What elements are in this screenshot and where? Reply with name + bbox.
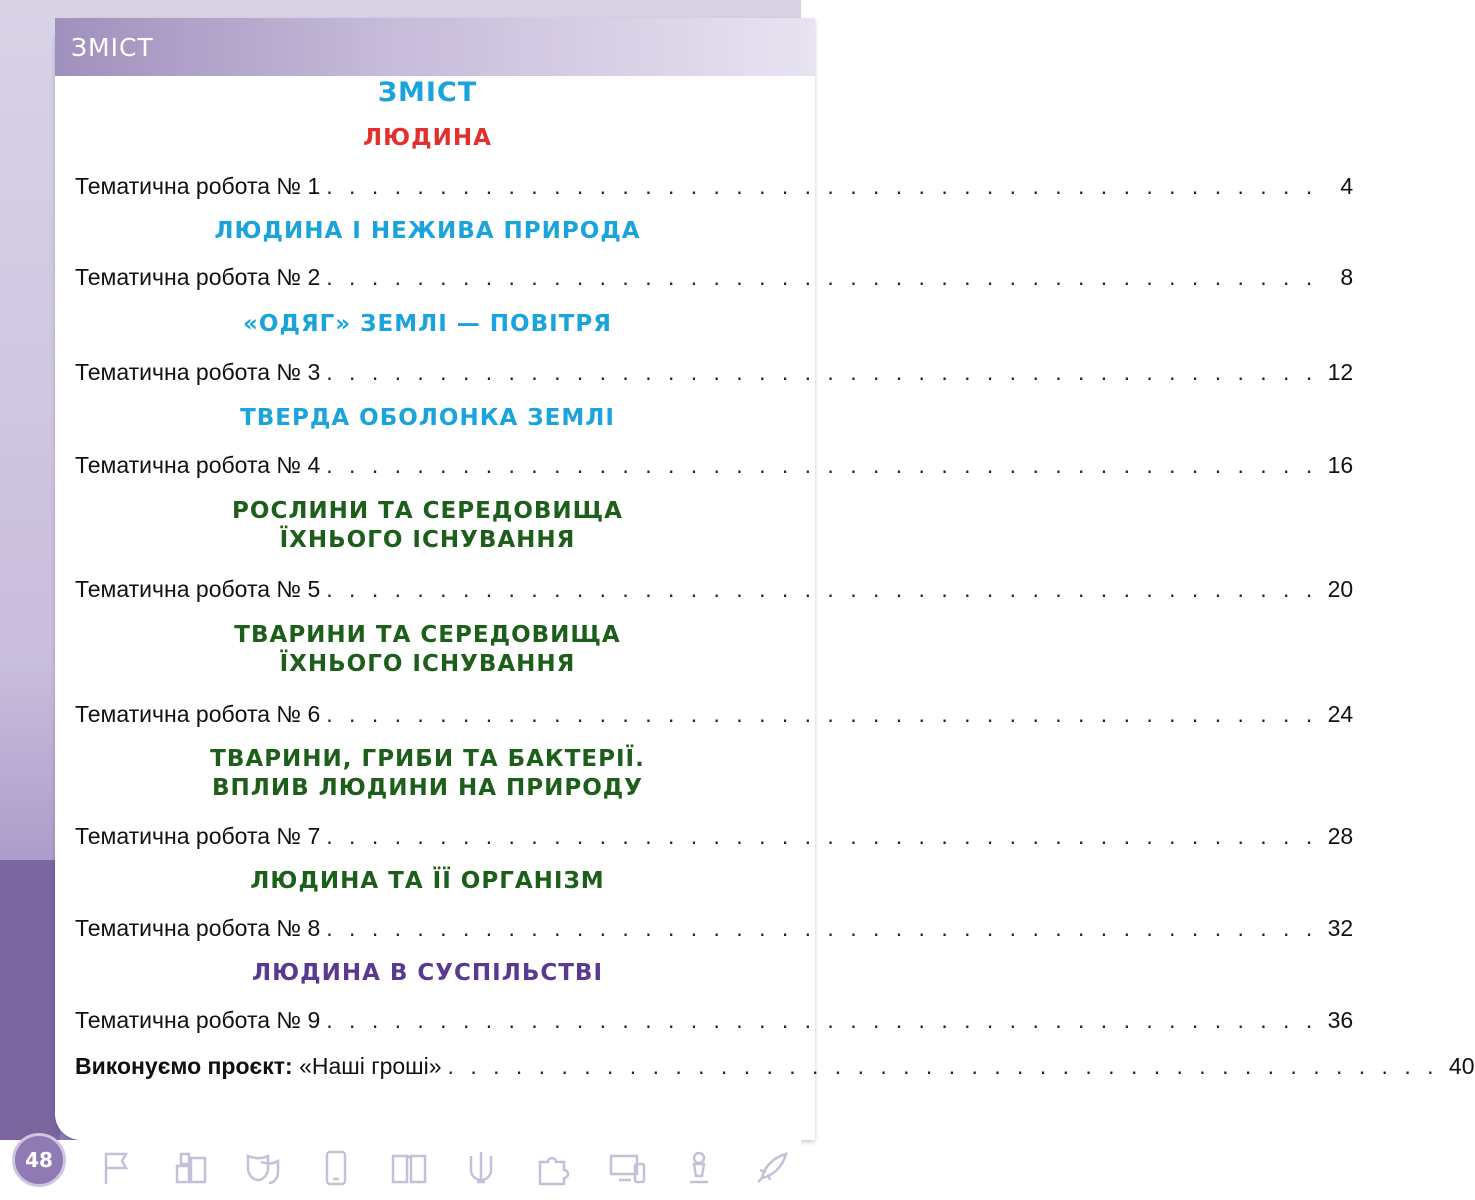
footer-icons <box>95 1144 795 1192</box>
toc-entry[interactable] <box>75 170 1354 202</box>
leader-dots: . . . . . . . . . . . . . . . . . . . . . . . . . . . . . . . . . . . . . . . . . . . . <box>326 701 1318 727</box>
leader-dots: . . . . . . . . . . . . . . . . . . . . . . . . . . . . . . . . . . . . . . . . . . . . <box>326 576 1318 602</box>
blocks-icon <box>168 1145 214 1191</box>
toc-entry[interactable] <box>75 261 1354 293</box>
entry-label: Тематична робота № 1 <box>75 173 321 199</box>
entry-label: Тематична робота № 8 <box>75 915 321 941</box>
entry-label: Тематична робота № 4 <box>75 452 321 478</box>
rocket-icon <box>749 1145 795 1191</box>
entry-label: Тематична робота № 5 <box>75 576 321 602</box>
section-heading: ТВАРИНИ, ГРИБИ ТА БАКТЕРІЇ. ВПЛИВ ЛЮДИНИ НА ПРИРОДУ <box>210 746 645 801</box>
leader-dots: . . . . . . . . . . . . . . . . . . . . . . . . . . . . . . . . . . . . . . . . . . . . <box>326 823 1318 849</box>
trident-icon <box>458 1145 504 1191</box>
entry-page: 8 <box>1340 264 1354 290</box>
toc-entry[interactable] <box>75 573 1354 605</box>
entry-label: Тематична робота № 2 <box>75 264 321 290</box>
entry-page: 40 <box>1448 1053 1475 1079</box>
page-number-badge: 48 <box>12 1133 66 1187</box>
entry-page: 20 <box>1327 576 1354 602</box>
header-label: ЗМІСТ <box>71 33 154 62</box>
toc-entry[interactable] <box>75 912 1354 944</box>
book-icon <box>386 1145 432 1191</box>
toc-entry[interactable] <box>75 449 1354 481</box>
puzzle-icon <box>531 1145 577 1191</box>
entry-page: 16 <box>1327 452 1354 478</box>
section-heading: ЛЮДИНА В СУСПІЛЬСТВІ <box>251 960 604 986</box>
entry-label: Тематична робота № 3 <box>75 359 321 385</box>
section-heading: ЛЮДИНА І НЕЖИВА ПРИРОДА <box>214 218 641 244</box>
toc-entry[interactable] <box>75 698 1354 730</box>
left-band <box>0 860 60 1160</box>
toc-entry-project[interactable] <box>75 1050 1475 1082</box>
leader-dots: . . . . . . . . . . . . . . . . . . . . . . . . . . . . . . . . . . . . . . . . . . . . <box>326 915 1318 941</box>
entry-page: 12 <box>1327 359 1354 385</box>
toc-title: ЗМІСТ <box>377 77 478 108</box>
leader-dots: . . . . . . . . . . . . . . . . . . . . . . . . . . . . . . . . . . . . . . . . . . . . <box>326 452 1318 478</box>
leader-dots: . . . . . . . . . . . . . . . . . . . . . . . . . . . . . . . . . . . . . . . . . . . . <box>326 264 1318 290</box>
entry-label: Тематична робота № 6 <box>75 701 321 727</box>
section-heading: «ОДЯГ» ЗЕМЛІ — ПОВІТРЯ <box>243 311 612 337</box>
entry-page: 24 <box>1327 701 1354 727</box>
entry-label <box>75 1050 442 1082</box>
toc-entry[interactable] <box>75 1004 1354 1036</box>
leader-dots: . . . . . . . . . . . . . . . . . . . . . . . . . . . . . . . . . . . . . . . . . . . . <box>326 173 1318 199</box>
section-heading: ЛЮДИНА ТА ЇЇ ОРГАНІЗМ <box>250 868 605 894</box>
section-heading: РОСЛИНИ ТА СЕРЕДОВИЩА ЇХНЬОГО ІСНУВАННЯ <box>232 498 623 553</box>
header-bar <box>55 18 815 76</box>
leader-dots: . . . . . . . . . . . . . . . . . . . . . . . . . . . . . . . . . . . . . . . . . . . . <box>326 359 1318 385</box>
leader-dots: . . . . . . . . . . . . . . . . . . . . . . . . . . . . . . . . . . . . . . . . . . . . <box>326 1007 1318 1033</box>
toc-entry[interactable] <box>75 356 1354 388</box>
leader-dots: . . . . . . . . . . . . . . . . . . . . . . . . . . . . . . . . . . . . . . . . . . . . <box>447 1053 1439 1079</box>
content-card <box>55 18 1475 1140</box>
toc-entry[interactable] <box>75 820 1354 852</box>
section-heading: ТВЕРДА ОБОЛОНКА ЗЕМЛІ <box>240 405 615 431</box>
theater-masks-icon <box>240 1145 286 1191</box>
entry-page: 28 <box>1327 823 1354 849</box>
project-title: «Наші гроші» <box>299 1053 442 1079</box>
chess-icon <box>676 1145 722 1191</box>
section-heading: ЛЮДИНА <box>363 125 492 151</box>
entry-label: Тематична робота № 7 <box>75 823 321 849</box>
flag-icon <box>95 1145 141 1191</box>
entry-label: Тематична робота № 9 <box>75 1007 321 1033</box>
section-heading: ТВАРИНИ ТА СЕРЕДОВИЩА ЇХНЬОГО ІСНУВАННЯ <box>234 622 621 677</box>
devices-icon <box>604 1145 650 1191</box>
project-prefix: Виконуємо проєкт: <box>75 1053 293 1079</box>
entry-page: 4 <box>1340 173 1354 199</box>
phone-icon <box>313 1145 359 1191</box>
entry-page: 36 <box>1327 1007 1354 1033</box>
entry-page: 32 <box>1327 915 1354 941</box>
